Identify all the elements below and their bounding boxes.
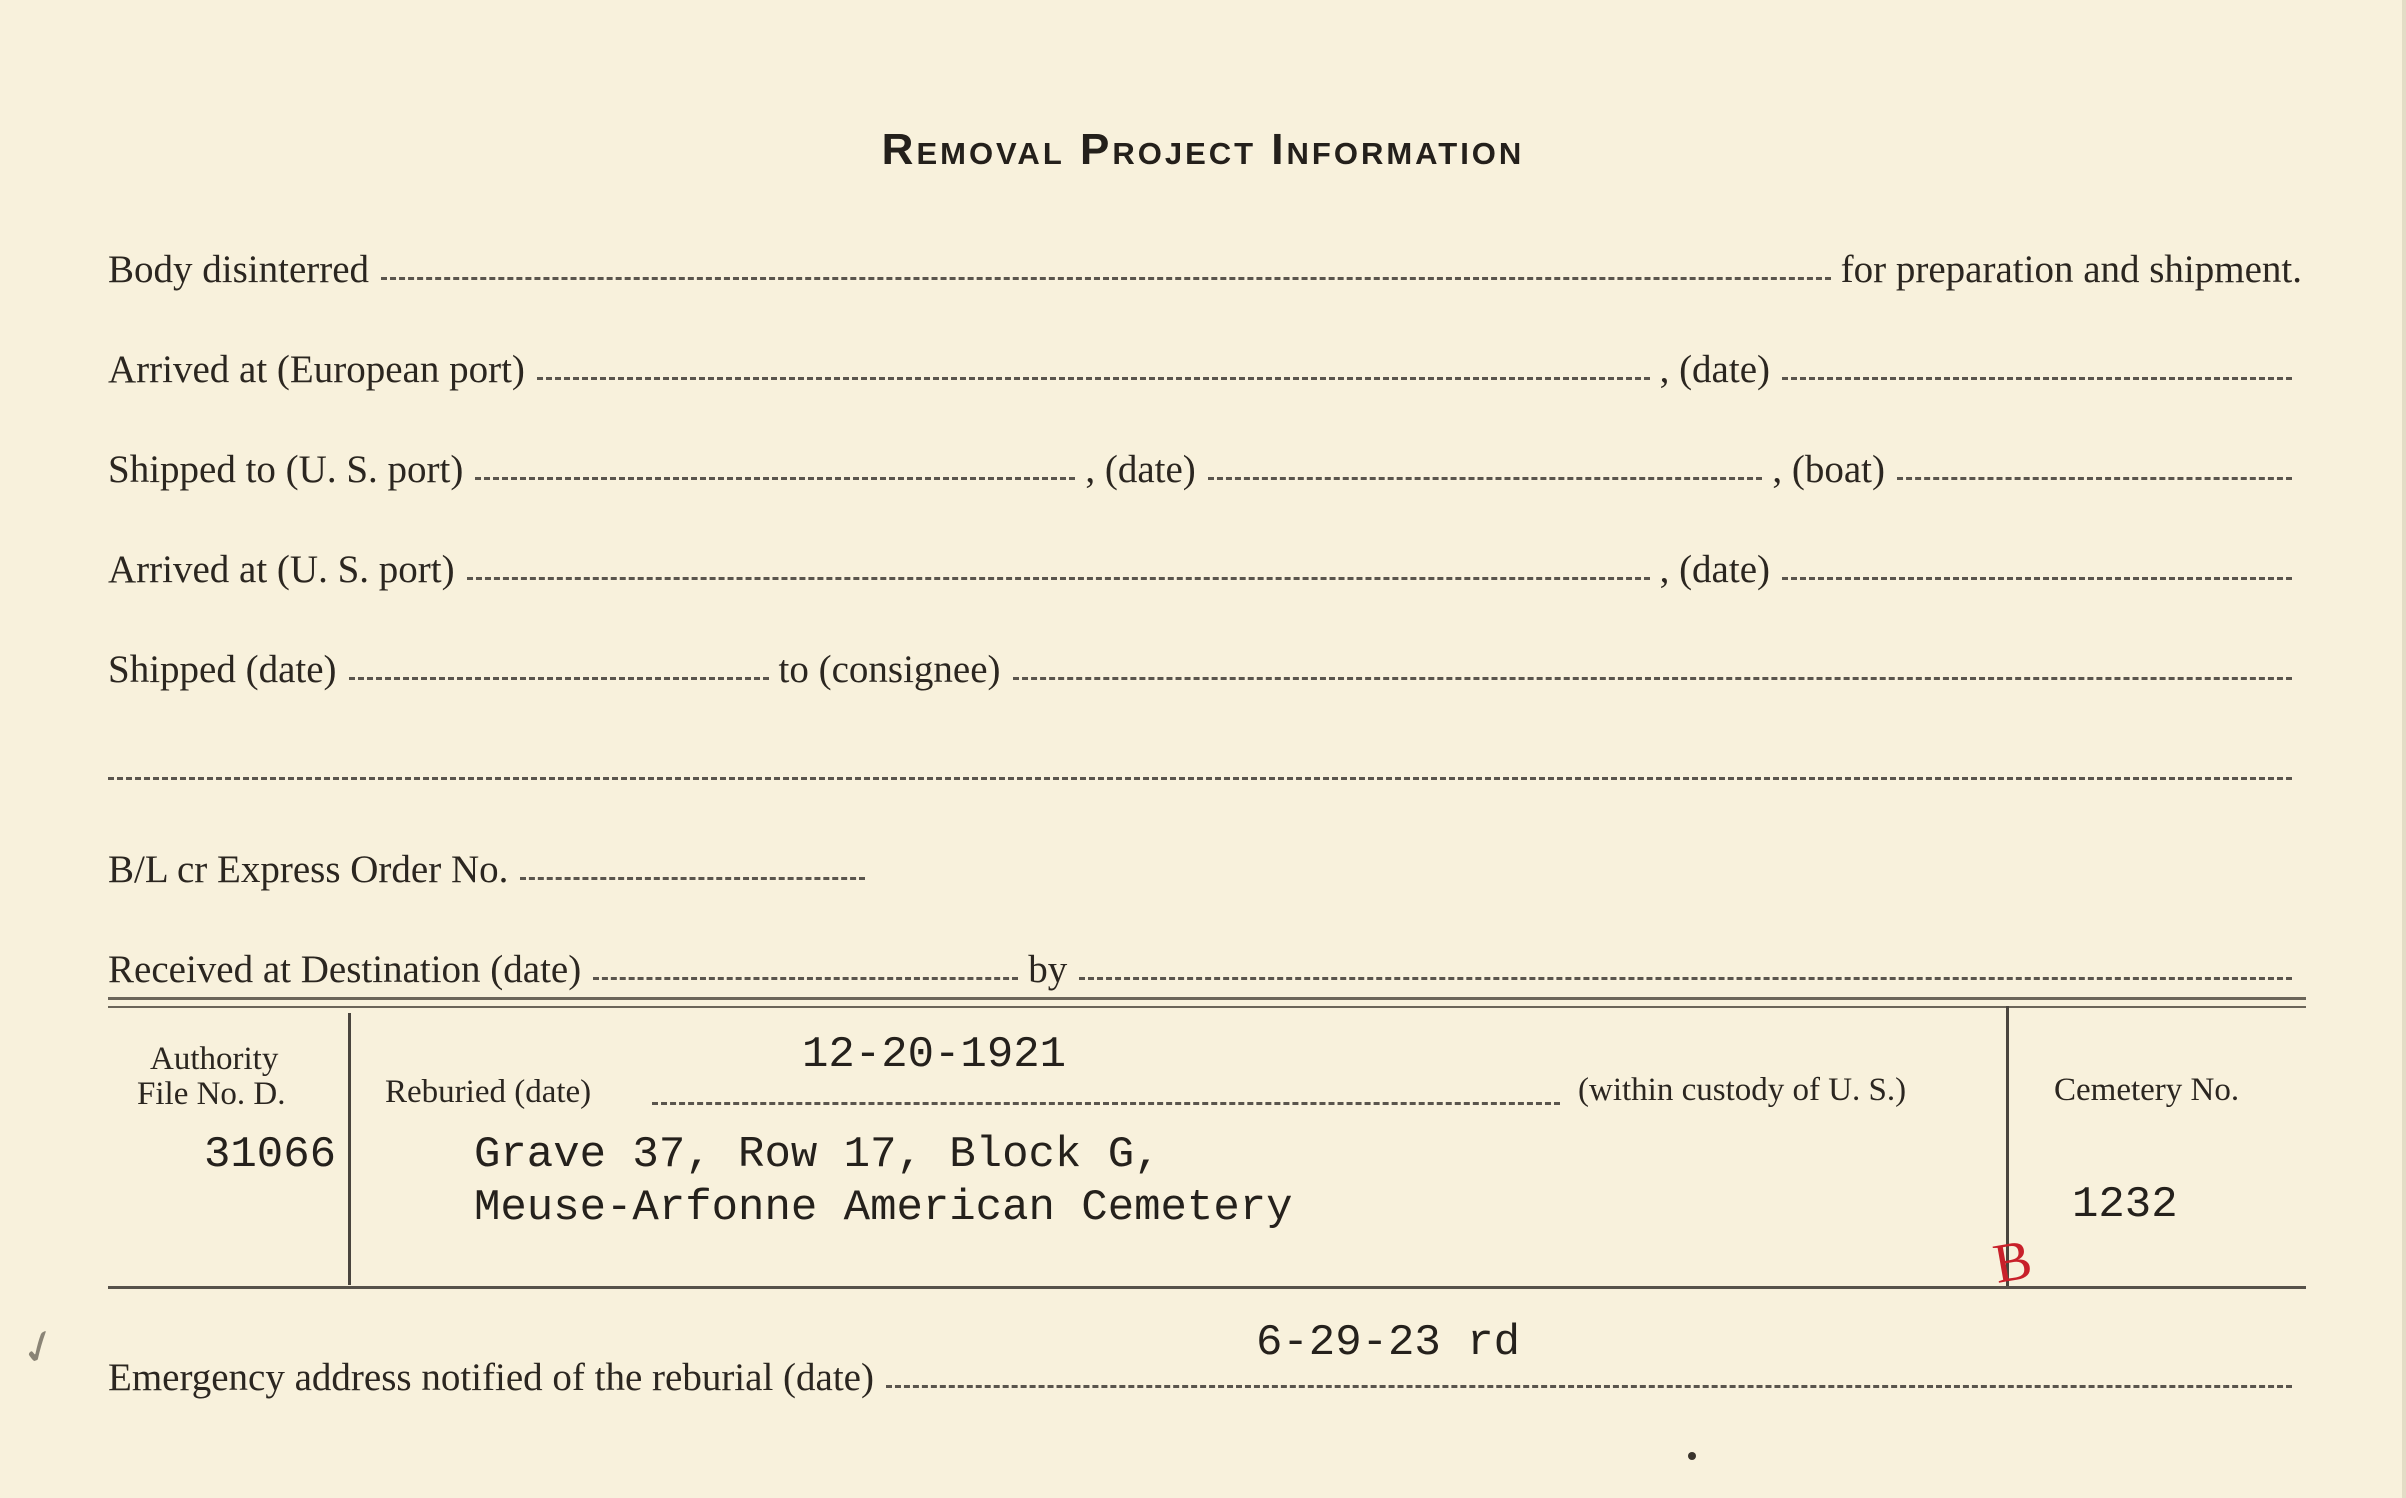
ink-dot	[1688, 1452, 1696, 1460]
reburied-date-value: 12-20-1921	[802, 1030, 1067, 1080]
european-port-field	[537, 376, 1650, 380]
shipped-us-label: Shipped to (U. S. port)	[108, 448, 464, 491]
row-arrived-european	[108, 332, 2302, 392]
bl-order-field	[520, 876, 865, 880]
row-body-disinterred	[108, 232, 2302, 292]
authority-file-number: 31066	[204, 1130, 337, 1180]
body-disinterred-field	[381, 276, 1831, 280]
card-title: Removal Project Information	[881, 125, 1525, 174]
by-label: by	[1028, 948, 1068, 991]
arrived-us-date-label: , (date)	[1659, 548, 1770, 591]
custody-label: (within custody of U. S.)	[1578, 1072, 1907, 1108]
cemetery-label: Cemetery No.	[2054, 1072, 2240, 1108]
received-label: Received at Destination (date)	[108, 948, 582, 991]
check-mark-icon: ✓	[12, 1316, 67, 1379]
received-date-field	[593, 976, 1018, 980]
emergency-date-field	[886, 1384, 2292, 1388]
grave-location-line2: Meuse-Arfonne American Cemetery	[474, 1183, 1293, 1233]
authority-divider	[348, 1013, 351, 1285]
section-divider	[108, 997, 2306, 1000]
grave-location-line1: Grave 37, Row 17, Block G,	[474, 1130, 1161, 1180]
continuation-field	[108, 776, 2292, 780]
arrived-european-date-label: , (date)	[1659, 348, 1770, 391]
received-by-field	[1079, 976, 2292, 980]
shipped-date-label: Shipped (date)	[108, 648, 337, 691]
arrived-european-date-field	[1782, 376, 2292, 380]
shipped-date-field	[349, 676, 769, 680]
section-divider-inner	[108, 1006, 2306, 1008]
consignee-label: to (consignee)	[778, 648, 1001, 691]
body-disinterred-label: Body disinterred	[108, 248, 370, 291]
reburied-date-field	[652, 1102, 1560, 1105]
row-received	[108, 932, 2302, 992]
row-bl-order	[108, 832, 2302, 892]
shipped-us-date-field	[1208, 476, 1763, 480]
arrived-us-label: Arrived at (U. S. port)	[108, 548, 455, 591]
row-emergency	[108, 1340, 2302, 1400]
row-shipped-us	[108, 432, 2302, 492]
section-bottom-rule	[108, 1286, 2306, 1289]
red-initial-mark: B	[1988, 1228, 2037, 1296]
preparation-shipment-label: for preparation and shipment.	[1840, 248, 2302, 291]
us-port-field	[475, 476, 1075, 480]
shipped-us-date-label: , (date)	[1085, 448, 1196, 491]
boat-field	[1897, 476, 2292, 480]
row-continuation	[108, 732, 2302, 792]
row-shipped-date	[108, 632, 2302, 692]
row-arrived-us	[108, 532, 2302, 592]
reburied-label: Reburied (date)	[385, 1074, 592, 1110]
arrived-european-label: Arrived at (European port)	[108, 348, 525, 391]
arrived-us-port-field	[467, 576, 1650, 580]
file-no-label: File No. D.	[137, 1076, 286, 1112]
arrived-us-date-field	[1782, 576, 2292, 580]
bl-order-label: B/L cr Express Order No.	[108, 848, 509, 891]
boat-label: , (boat)	[1772, 448, 1885, 491]
emergency-date-value: 6-29-23 rd	[1256, 1318, 1521, 1368]
authority-label: Authority	[150, 1041, 279, 1077]
cemetery-number: 1232	[2072, 1180, 2178, 1230]
emergency-label: Emergency address notified of the reburial (date)	[108, 1356, 874, 1399]
consignee-field	[1013, 676, 2292, 680]
